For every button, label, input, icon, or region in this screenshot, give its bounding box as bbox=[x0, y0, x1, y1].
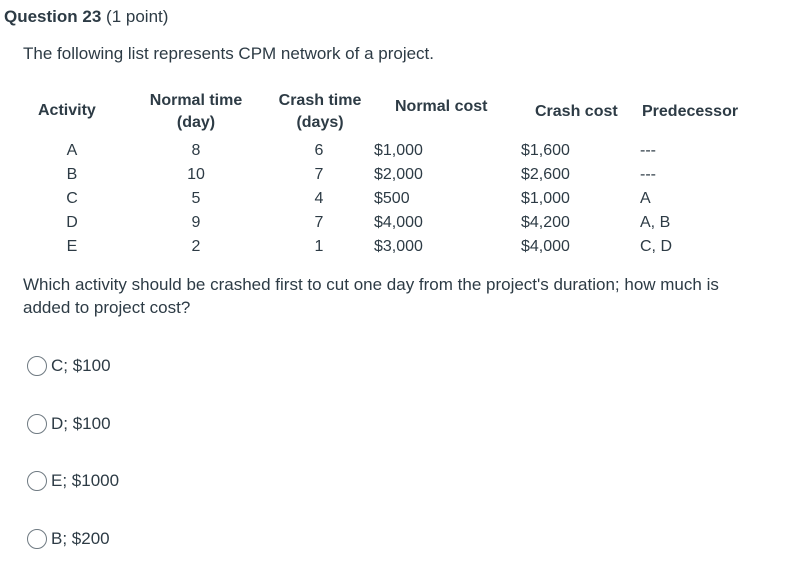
cell-predecessor: C, D bbox=[640, 238, 672, 255]
header-normal-time-line1: Normal time bbox=[149, 92, 243, 109]
answer-option[interactable] bbox=[27, 414, 111, 434]
header-crash-time-line2: (days) bbox=[296, 114, 344, 131]
cell-activity: B bbox=[66, 166, 78, 183]
cell-crash-cost: $1,000 bbox=[521, 190, 570, 207]
answer-option[interactable] bbox=[27, 529, 110, 549]
cell-normal-time: 8 bbox=[191, 142, 201, 159]
question-number: Question 23 bbox=[4, 7, 102, 26]
header-activity: Activity bbox=[38, 102, 96, 119]
header-crash-time bbox=[272, 90, 368, 134]
radio-button[interactable] bbox=[27, 529, 47, 549]
cell-activity: D bbox=[66, 214, 78, 231]
question-header bbox=[4, 7, 168, 27]
cell-predecessor: --- bbox=[640, 142, 656, 159]
cell-normal-cost: $3,000 bbox=[374, 238, 423, 255]
header-crash-cost: Crash cost bbox=[535, 103, 618, 120]
cell-predecessor: --- bbox=[640, 166, 656, 183]
header-crash-time-line1: Crash time bbox=[278, 92, 362, 109]
cell-crash-time: 6 bbox=[314, 142, 324, 159]
cell-activity: C bbox=[66, 190, 78, 207]
cell-crash-cost: $4,200 bbox=[521, 214, 570, 231]
cell-normal-cost: $500 bbox=[374, 190, 410, 207]
cell-normal-time: 9 bbox=[191, 214, 201, 231]
cell-crash-cost: $2,600 bbox=[521, 166, 570, 183]
answer-option[interactable] bbox=[27, 356, 111, 376]
cell-crash-time: 4 bbox=[314, 190, 324, 207]
answer-option-label: E; $1000 bbox=[51, 471, 120, 490]
cell-activity: A bbox=[66, 142, 78, 159]
question-intro: The following list represents CPM network of a project. bbox=[23, 44, 435, 63]
cell-crash-cost: $1,600 bbox=[521, 142, 570, 159]
answer-option-label: B; $200 bbox=[51, 529, 110, 548]
cell-predecessor: A, B bbox=[640, 214, 671, 231]
header-normal-time-line2: (day) bbox=[176, 114, 216, 131]
answer-option-label: D; $100 bbox=[51, 414, 111, 433]
cell-normal-cost: $2,000 bbox=[374, 166, 423, 183]
header-predecessor: Predecessor bbox=[642, 103, 739, 120]
cell-crash-time: 7 bbox=[314, 214, 324, 231]
cell-normal-time: 5 bbox=[191, 190, 201, 207]
radio-button[interactable] bbox=[27, 356, 47, 376]
cell-normal-cost: $1,000 bbox=[374, 142, 423, 159]
cell-crash-time: 7 bbox=[314, 166, 324, 183]
question-points: (1 point) bbox=[106, 7, 169, 26]
answer-option[interactable] bbox=[27, 471, 119, 491]
radio-button[interactable] bbox=[27, 414, 47, 434]
radio-button[interactable] bbox=[27, 471, 47, 491]
cell-crash-time: 1 bbox=[314, 238, 324, 255]
cell-normal-time: 10 bbox=[187, 166, 205, 183]
cell-normal-time: 2 bbox=[191, 238, 201, 255]
header-normal-time bbox=[142, 90, 250, 134]
cell-normal-cost: $4,000 bbox=[374, 214, 423, 231]
question-prompt: Which activity should be crashed first to cut one day from the project's duration; how much is added to project cost? bbox=[23, 275, 719, 317]
cell-crash-cost: $4,000 bbox=[521, 238, 570, 255]
header-normal-cost: Normal cost bbox=[395, 98, 488, 115]
cell-activity: E bbox=[66, 238, 78, 255]
cell-predecessor: A bbox=[640, 190, 651, 207]
answer-option-label: C; $100 bbox=[51, 356, 111, 375]
